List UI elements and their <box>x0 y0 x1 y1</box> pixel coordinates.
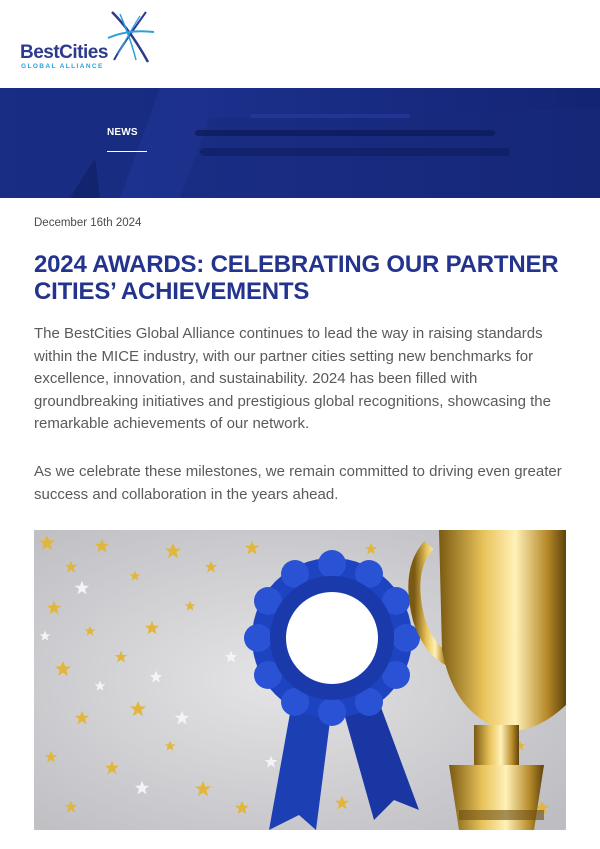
article-paragraph: The BestCities Global Alliance continues to lead the way in raising standards within the MICE industry, with our partner cities setting new benchmarks for excellence, innovation, and sustainability. 2024 has been filled with groundbreaking initiatives and prestigious global recognitions, showcasing the remarkable achievements of our network. <box>34 325 551 432</box>
hero-banner <box>0 88 600 198</box>
article-title: 2024 AWARDS: CELEBRATING OUR PARTNER CITIES’ ACHIEVEMENTS <box>34 251 559 305</box>
article-date: December 16th 2024 <box>34 217 142 229</box>
article-image <box>34 530 566 830</box>
award-ribbon-trophy-photo <box>34 530 566 830</box>
article-paragraph: As we celebrate these milestones, we remain committed to driving even greater success and collaboration in the years ahead. <box>34 463 562 503</box>
section-label-underline <box>107 151 147 152</box>
section-label[interactable]: NEWS <box>107 127 138 138</box>
logo-subtitle: GLOBAL ALLIANCE <box>21 63 104 70</box>
logo-wordmark: BestCities <box>20 42 108 63</box>
logo-star-icon <box>106 10 154 64</box>
site-header <box>0 0 600 88</box>
hero-background-pens <box>0 88 600 198</box>
bestcities-logo[interactable] <box>20 10 170 74</box>
